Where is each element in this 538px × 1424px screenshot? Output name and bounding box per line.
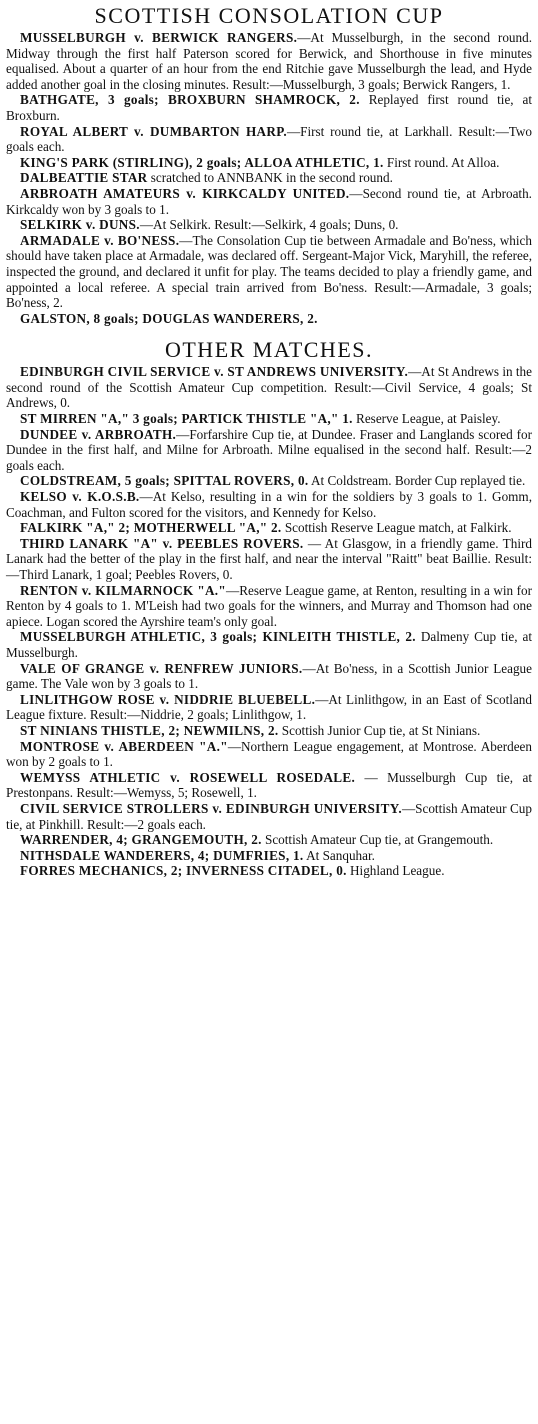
match-report [6, 661, 532, 692]
match-lead: FALKIRK "A," 2; MOTHERWELL "A," 2. [20, 520, 282, 536]
match-report [6, 186, 532, 217]
match-lead: MUSSELBURGH v. BERWICK RANGERS. [20, 30, 298, 45]
match-body: —At Musselburgh, in the second round. Midway through the first half Paterson scored for Berwick, and Shorthouse in five minutes equalised. About a quarter of an hour from the end Ritchie gave Musselburgh the lead, and Hyde added another goal in the closing minutes. Result:—Musselburgh, 3 goals; Berwick Rangers, 1. [6, 30, 532, 92]
match-lead: MUSSELBURGH ATHLETIC, 3 goals; KINLEITH THISTLE, 2. [20, 629, 416, 645]
match-lead: ARBROATH AMATEURS v. KIRKCALDY UNITED. [20, 185, 350, 201]
match-body: scratched to ANNBANK in the second round. [147, 170, 393, 186]
match-lead: MONTROSE v. ABERDEEN "A." [20, 738, 228, 754]
match-report [6, 723, 532, 739]
section-heading: OTHER MATCHES. [164, 337, 373, 363]
match-report [6, 473, 532, 489]
match-report [6, 311, 532, 327]
match-body: — At Glasgow, in a friendly game. Third Lanark had the better of the play in the first half, and near the interval "Raitt" beat Baillie. Result:—Third Lanark, 1 goal; Peebles Rovers, 0. [6, 535, 532, 582]
match-report [6, 629, 532, 660]
match-lead: THIRD LANARK "A" v. PEEBLES ROVERS. [20, 535, 304, 551]
match-report [6, 801, 532, 832]
match-lead: COLDSTREAM, 5 goals; SPITTAL ROVERS, 0. [20, 473, 309, 489]
match-lead: EDINBURGH CIVIL SERVICE v. ST ANDREWS UNIVERSITY. [20, 364, 409, 380]
match-report [6, 170, 532, 186]
match-report [6, 233, 532, 311]
section-scottish-consolation-cup [6, 4, 532, 326]
match-body: Highland League. [346, 863, 445, 879]
match-body: —At Bo'ness, in a Scottish Junior League game. The Vale won by 3 goals to 1. [6, 660, 532, 692]
match-body: — Musselburgh Cup tie, at Prestonpans. Result:—Wemyss, 5; Rosewell, 1. [6, 769, 532, 801]
match-report [6, 30, 532, 92]
match-body: Dalmeny Cup tie, at Musselburgh. [6, 629, 532, 660]
match-report [6, 155, 532, 171]
match-body: Reserve League, at Paisley. [352, 411, 501, 427]
match-lead: ARMADALE v. BO'NESS. [20, 232, 180, 248]
match-body: Scottish Amateur Cup tie, at Grangemouth. [261, 832, 494, 848]
match-lead: WARRENDER, 4; GRANGEMOUTH, 2. [20, 832, 262, 848]
match-report [6, 489, 532, 520]
match-body: —Scottish Amateur Cup tie, at Pinkhill. Result:—2 goals each. [6, 800, 532, 832]
match-report [6, 848, 532, 864]
match-report [6, 832, 532, 848]
match-lead: ROYAL ALBERT v. DUMBARTON HARP. [20, 123, 287, 139]
match-body: —At Selkirk. Result:—Selkirk, 4 goals; Duns, 0. [139, 217, 399, 233]
match-report [6, 739, 532, 770]
match-body: At Coldstream. Border Cup replayed tie. [308, 473, 526, 489]
match-body: At Sanquhar. [303, 847, 375, 863]
match-report [6, 583, 532, 630]
section-heading: SCOTTISH CONSOLATION CUP [94, 3, 444, 28]
match-lead: KING'S PARK (STIRLING), 2 goals; ALLOA ATHLETIC, 1. [20, 154, 384, 170]
match-body: —The Consolation Cup tie between Armadale and Bo'ness, which should have taken place at Armadale, was declared off. Sergeant-Major Vick, Maryhill, the referee, inspected the ground, and declared it unfit for play. The teams decided to play a friendly game, and appointed a local referee. A special train arrived from Bo'ness. Result:—Armadale, 3 goals; Bo'ness, 2. [6, 232, 532, 311]
match-report [6, 863, 532, 879]
match-lead: ST NINIANS THISTLE, 2; NEWMILNS, 2. [20, 722, 279, 738]
match-body: Scottish Junior Cup tie, at St Ninians. [278, 722, 481, 738]
match-report [6, 692, 532, 723]
match-lead: WEMYSS ATHLETIC v. ROSEWELL ROSEDALE. [20, 769, 356, 785]
match-lead: DALBEATTIE STAR [20, 170, 148, 186]
match-lead: RENTON v. KILMARNOCK "A." [20, 582, 226, 598]
match-lead: GALSTON, 8 goals; DOUGLAS WANDERERS, 2. [20, 310, 318, 326]
match-lead: VALE OF GRANGE v. RENFREW JUNIORS. [20, 660, 303, 676]
match-lead: ST MIRREN "A," 3 goals; PARTICK THISTLE "A," 1. [20, 411, 353, 427]
match-body: —First round tie, at Larkhall. Result:—Two goals each. [6, 123, 533, 155]
match-report [6, 364, 532, 411]
match-report [6, 92, 532, 123]
match-lead: CIVIL SERVICE STROLLERS v. EDINBURGH UNIVERSITY. [20, 800, 402, 816]
match-report [6, 520, 532, 536]
section-other-matches [6, 338, 532, 879]
match-lead: DUNDEE v. ARBROATH. [20, 426, 177, 442]
match-body: —At Kelso, resulting in a win for the soldiers by 3 goals to 1. Gomm, Coachman, and Fulton scored for the visitors, and Kennedy for Kelso. [6, 489, 532, 520]
match-lead: FORRES MECHANICS, 2; INVERNESS CITADEL, 0. [20, 863, 347, 879]
match-report [6, 217, 532, 233]
match-body: —Northern League engagement, at Montrose. Aberdeen won by 2 goals to 1. [6, 738, 532, 770]
match-lead: SELKIRK v. DUNS. [20, 217, 140, 233]
match-body: —At St Andrews in the second round of the Scottish Amateur Cup competition. Result:—Civil Service, 4 goals; St Andrews, 0. [6, 364, 532, 411]
match-report [6, 427, 532, 474]
match-lead: LINLITHGOW ROSE v. NIDDRIE BLUEBELL. [20, 691, 316, 707]
match-body: Replayed first round tie, at Broxburn. [6, 92, 532, 123]
match-lead: KELSO v. K.O.S.B. [20, 489, 140, 505]
match-body: First round. At Alloa. [383, 154, 500, 170]
match-body: —Second round tie, at Arbroath. Kirkcaldy won by 3 goals to 1. [6, 185, 532, 217]
match-body: —Reserve League game, at Renton, resulting in a win for Renton by 4 goals to 1. M'Leish had two goals for the winners, and Murray and Thomson had one apiece. Logan scored the Ayrshire team's only goal. [6, 582, 532, 629]
match-report [6, 124, 532, 155]
match-lead: BATHGATE, 3 goals; BROXBURN SHAMROCK, 2. [20, 92, 360, 108]
match-body: Scottish Reserve League match, at Falkirk. [281, 520, 512, 536]
match-report [6, 770, 532, 801]
match-body: —Forfarshire Cup tie, at Dundee. Fraser and Langlands scored for Dundee in the first half, and Milne for Arbroath. Milne equalised in the second half. Result:—2 goals each. [6, 426, 532, 473]
match-body: —At Linlithgow, in an East of Scotland League fixture. Result:—Niddrie, 2 goals; Linlithgow, 1. [6, 691, 532, 723]
match-lead: NITHSDALE WANDERERS, 4; DUMFRIES, 1. [20, 847, 304, 863]
match-report [6, 411, 532, 427]
match-report [6, 536, 532, 583]
